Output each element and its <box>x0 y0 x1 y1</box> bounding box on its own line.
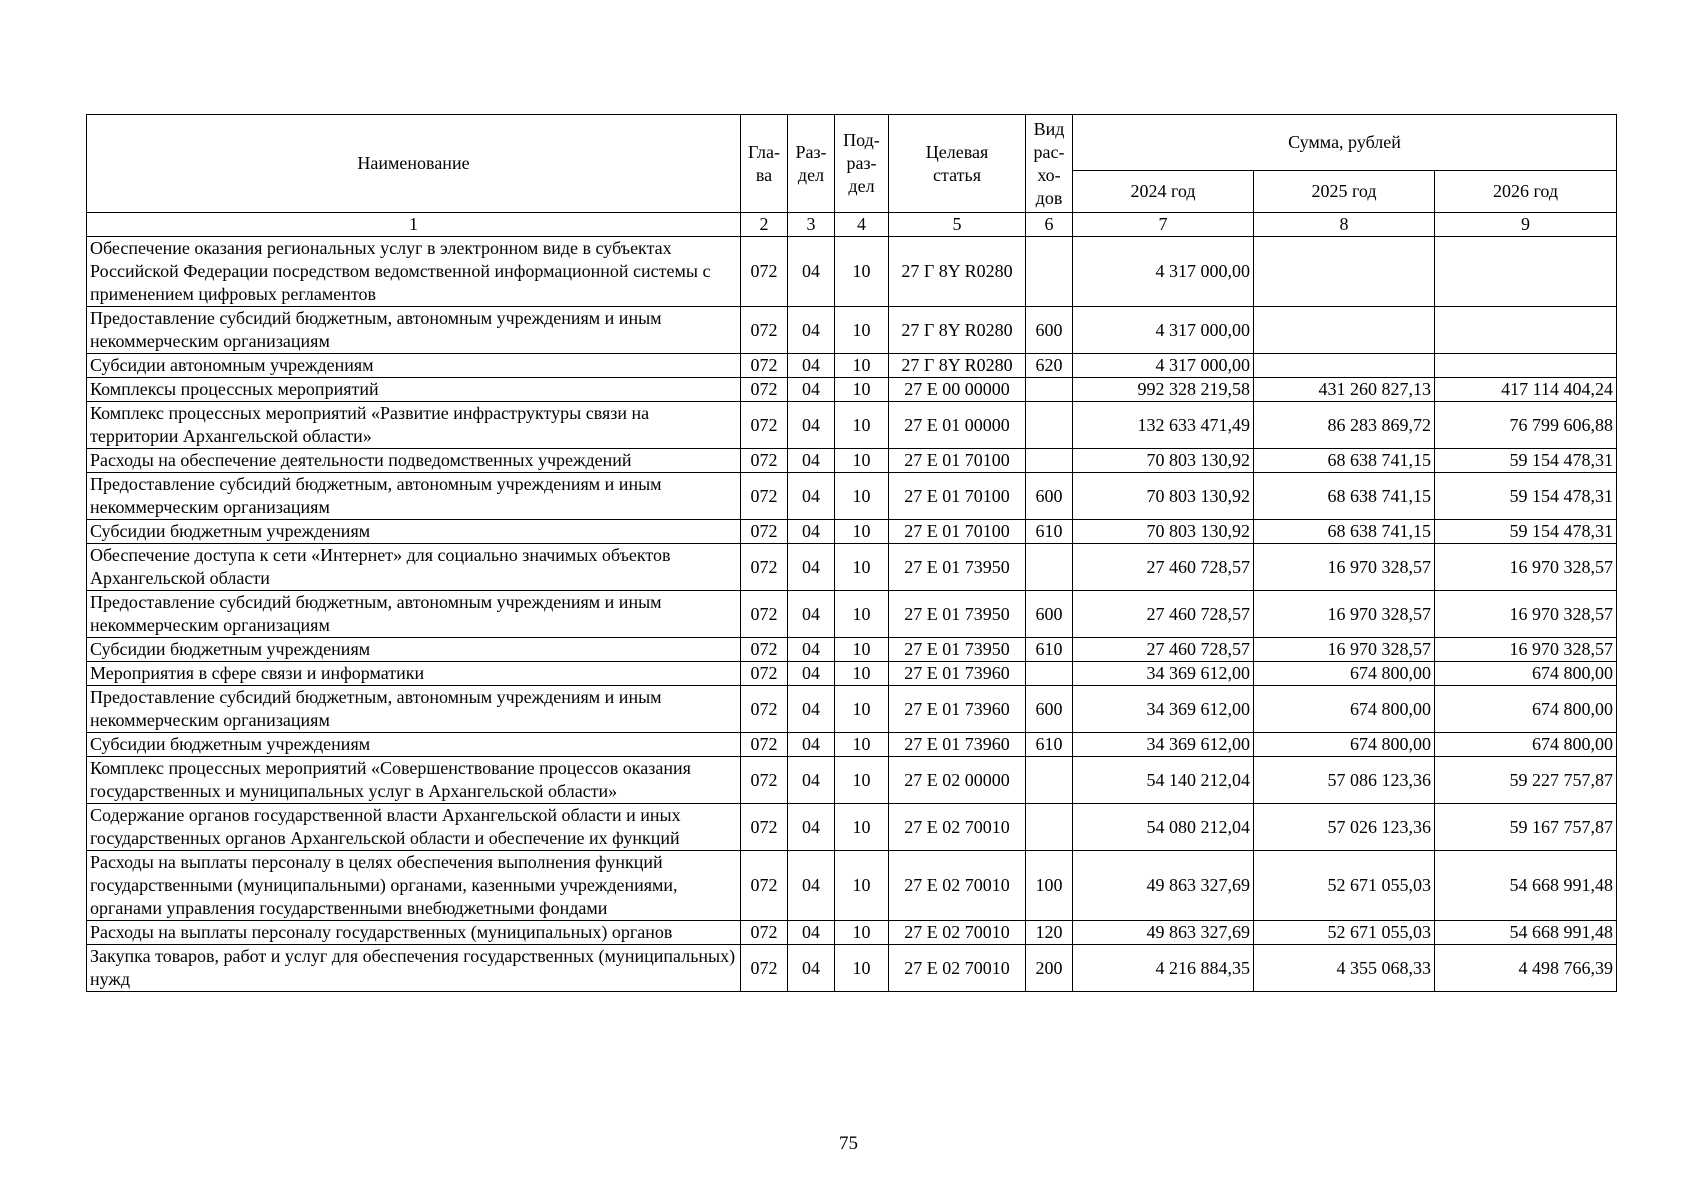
row-section: 04 <box>788 378 835 402</box>
row-target-article: 27 Е 01 73950 <box>889 591 1026 638</box>
row-sum-2025: 16 970 328,57 <box>1254 638 1435 662</box>
header-expense-type: Вид рас- хо- дов <box>1026 115 1073 213</box>
row-name: Комплекс процессных мероприятий «Развитие инфраструктуры связи на территории Архангельской области» <box>87 402 741 449</box>
table-row <box>87 237 1617 307</box>
row-chapter: 072 <box>741 686 788 733</box>
row-sum-2024: 54 140 212,04 <box>1073 757 1254 804</box>
row-section: 04 <box>788 354 835 378</box>
row-sum-2026: 674 800,00 <box>1435 662 1617 686</box>
row-section: 04 <box>788 804 835 851</box>
row-subsection: 10 <box>835 591 889 638</box>
row-name: Предоставление субсидий бюджетным, автономным учреждениям и иным некоммерческим организациям <box>87 473 741 520</box>
row-sum-2024: 27 460 728,57 <box>1073 544 1254 591</box>
row-name: Комплексы процессных мероприятий <box>87 378 741 402</box>
row-expense-type <box>1026 449 1073 473</box>
column-number: 3 <box>788 213 835 237</box>
row-sum-2025: 86 283 869,72 <box>1254 402 1435 449</box>
row-target-article: 27 Г 8Y R0280 <box>889 307 1026 354</box>
row-expense-type: 200 <box>1026 945 1073 992</box>
row-expense-type <box>1026 378 1073 402</box>
row-sum-2024: 992 328 219,58 <box>1073 378 1254 402</box>
row-sum-2025: 431 260 827,13 <box>1254 378 1435 402</box>
row-chapter: 072 <box>741 921 788 945</box>
row-subsection: 10 <box>835 378 889 402</box>
column-number: 5 <box>889 213 1026 237</box>
row-chapter: 072 <box>741 449 788 473</box>
row-sum-2026: 59 154 478,31 <box>1435 449 1617 473</box>
row-expense-type <box>1026 402 1073 449</box>
row-name: Предоставление субсидий бюджетным, автономным учреждениям и иным некоммерческим организациям <box>87 307 741 354</box>
row-sum-2025 <box>1254 354 1435 378</box>
row-target-article: 27 Е 01 73950 <box>889 638 1026 662</box>
row-section: 04 <box>788 591 835 638</box>
row-chapter: 072 <box>741 804 788 851</box>
row-chapter: 072 <box>741 638 788 662</box>
row-target-article: 27 Е 01 00000 <box>889 402 1026 449</box>
row-name: Расходы на выплаты персоналу государственных (муниципальных) органов <box>87 921 741 945</box>
row-name: Предоставление субсидий бюджетным, автономным учреждениям и иным некоммерческим организациям <box>87 591 741 638</box>
row-sum-2024: 132 633 471,49 <box>1073 402 1254 449</box>
row-sum-2024: 70 803 130,92 <box>1073 520 1254 544</box>
table-row <box>87 520 1617 544</box>
column-number: 6 <box>1026 213 1073 237</box>
column-number: 2 <box>741 213 788 237</box>
row-target-article: 27 Е 01 73960 <box>889 662 1026 686</box>
table-row <box>87 945 1617 992</box>
row-target-article: 27 Е 01 73950 <box>889 544 1026 591</box>
table-row <box>87 307 1617 354</box>
row-sum-2026: 59 154 478,31 <box>1435 520 1617 544</box>
row-sum-2024: 4 216 884,35 <box>1073 945 1254 992</box>
row-sum-2026: 674 800,00 <box>1435 733 1617 757</box>
row-sum-2024: 70 803 130,92 <box>1073 473 1254 520</box>
row-expense-type: 610 <box>1026 733 1073 757</box>
row-subsection: 10 <box>835 921 889 945</box>
table-row <box>87 473 1617 520</box>
row-name: Мероприятия в сфере связи и информатики <box>87 662 741 686</box>
row-subsection: 10 <box>835 473 889 520</box>
row-expense-type: 600 <box>1026 686 1073 733</box>
row-expense-type <box>1026 544 1073 591</box>
row-chapter: 072 <box>741 544 788 591</box>
row-subsection: 10 <box>835 354 889 378</box>
row-section: 04 <box>788 733 835 757</box>
table-row <box>87 804 1617 851</box>
row-sum-2026: 76 799 606,88 <box>1435 402 1617 449</box>
row-name: Обеспечение доступа к сети «Интернет» для социально значимых объектов Архангельской области <box>87 544 741 591</box>
row-expense-type: 610 <box>1026 520 1073 544</box>
row-sum-2024: 34 369 612,00 <box>1073 662 1254 686</box>
row-chapter: 072 <box>741 662 788 686</box>
header-chapter: Гла- ва <box>741 115 788 213</box>
row-subsection: 10 <box>835 638 889 662</box>
row-target-article: 27 Е 01 70100 <box>889 473 1026 520</box>
row-expense-type <box>1026 757 1073 804</box>
row-target-article: 27 Е 02 70010 <box>889 921 1026 945</box>
row-expense-type: 600 <box>1026 591 1073 638</box>
row-expense-type <box>1026 662 1073 686</box>
row-sum-2026: 16 970 328,57 <box>1435 544 1617 591</box>
row-sum-2025 <box>1254 307 1435 354</box>
header-year-2025: 2025 год <box>1254 171 1435 213</box>
table-row <box>87 402 1617 449</box>
row-target-article: 27 Е 01 70100 <box>889 449 1026 473</box>
row-sum-2026 <box>1435 237 1617 307</box>
row-sum-2024: 70 803 130,92 <box>1073 449 1254 473</box>
header-year-2026: 2026 год <box>1435 171 1617 213</box>
row-chapter: 072 <box>741 473 788 520</box>
row-subsection: 10 <box>835 945 889 992</box>
row-sum-2024: 34 369 612,00 <box>1073 686 1254 733</box>
row-target-article: 27 Е 02 70010 <box>889 804 1026 851</box>
row-section: 04 <box>788 237 835 307</box>
header-section: Раз- дел <box>788 115 835 213</box>
row-sum-2026 <box>1435 307 1617 354</box>
row-sum-2024: 54 080 212,04 <box>1073 804 1254 851</box>
row-sum-2025: 16 970 328,57 <box>1254 544 1435 591</box>
row-subsection: 10 <box>835 307 889 354</box>
row-name: Расходы на выплаты персоналу в целях обеспечения выполнения функций государственными (муниципальными) органами, казенными учреждениями, органами управления государственными внебюджетными фондами <box>87 851 741 921</box>
row-target-article: 27 Г 8Y R0280 <box>889 237 1026 307</box>
row-subsection: 10 <box>835 449 889 473</box>
budget-table <box>86 114 1617 992</box>
row-subsection: 10 <box>835 237 889 307</box>
table-body <box>87 237 1617 992</box>
row-name: Содержание органов государственной власти Архангельской области и иных государственных органов Архангельской области и обеспечение их функций <box>87 804 741 851</box>
row-expense-type: 600 <box>1026 473 1073 520</box>
row-sum-2025: 57 086 123,36 <box>1254 757 1435 804</box>
row-sum-2024: 4 317 000,00 <box>1073 354 1254 378</box>
row-subsection: 10 <box>835 804 889 851</box>
row-sum-2025: 16 970 328,57 <box>1254 591 1435 638</box>
table-row <box>87 757 1617 804</box>
row-sum-2025: 674 800,00 <box>1254 686 1435 733</box>
row-chapter: 072 <box>741 237 788 307</box>
row-name: Расходы на обеспечение деятельности подведомственных учреждений <box>87 449 741 473</box>
row-chapter: 072 <box>741 520 788 544</box>
row-sum-2026: 4 498 766,39 <box>1435 945 1617 992</box>
row-sum-2026 <box>1435 354 1617 378</box>
column-number: 1 <box>87 213 741 237</box>
column-number: 4 <box>835 213 889 237</box>
row-expense-type <box>1026 237 1073 307</box>
row-name: Закупка товаров, работ и услуг для обеспечения государственных (муниципальных) нужд <box>87 945 741 992</box>
column-number: 8 <box>1254 213 1435 237</box>
row-name: Обеспечение оказания региональных услуг в электронном виде в субъектах Российской Федерации посредством ведомственной информационной системы с применением цифровых регламентов <box>87 237 741 307</box>
row-expense-type: 120 <box>1026 921 1073 945</box>
row-section: 04 <box>788 851 835 921</box>
row-name: Субсидии бюджетным учреждениям <box>87 520 741 544</box>
table-row <box>87 733 1617 757</box>
row-sum-2024: 34 369 612,00 <box>1073 733 1254 757</box>
row-sum-2026: 16 970 328,57 <box>1435 591 1617 638</box>
table-row <box>87 378 1617 402</box>
row-sum-2025: 68 638 741,15 <box>1254 520 1435 544</box>
row-section: 04 <box>788 449 835 473</box>
row-section: 04 <box>788 757 835 804</box>
row-sum-2025: 4 355 068,33 <box>1254 945 1435 992</box>
row-target-article: 27 Е 01 73960 <box>889 686 1026 733</box>
header-year-2024: 2024 год <box>1073 171 1254 213</box>
row-sum-2025: 57 026 123,36 <box>1254 804 1435 851</box>
row-subsection: 10 <box>835 662 889 686</box>
row-section: 04 <box>788 520 835 544</box>
table-row <box>87 686 1617 733</box>
row-sum-2025: 674 800,00 <box>1254 733 1435 757</box>
row-chapter: 072 <box>741 354 788 378</box>
row-chapter: 072 <box>741 757 788 804</box>
row-target-article: 27 Г 8Y R0280 <box>889 354 1026 378</box>
column-number-row <box>87 213 1617 237</box>
row-chapter: 072 <box>741 851 788 921</box>
row-sum-2024: 4 317 000,00 <box>1073 307 1254 354</box>
table-row <box>87 544 1617 591</box>
row-name: Субсидии автономным учреждениям <box>87 354 741 378</box>
table-row <box>87 851 1617 921</box>
row-sum-2026: 54 668 991,48 <box>1435 851 1617 921</box>
row-sum-2026: 59 154 478,31 <box>1435 473 1617 520</box>
row-section: 04 <box>788 473 835 520</box>
row-expense-type: 610 <box>1026 638 1073 662</box>
row-sum-2026: 59 167 757,87 <box>1435 804 1617 851</box>
row-subsection: 10 <box>835 544 889 591</box>
row-section: 04 <box>788 921 835 945</box>
row-sum-2025: 68 638 741,15 <box>1254 449 1435 473</box>
table-row <box>87 354 1617 378</box>
row-subsection: 10 <box>835 520 889 544</box>
row-chapter: 072 <box>741 402 788 449</box>
row-sum-2026: 417 114 404,24 <box>1435 378 1617 402</box>
row-sum-2024: 27 460 728,57 <box>1073 591 1254 638</box>
row-chapter: 072 <box>741 733 788 757</box>
row-name: Субсидии бюджетным учреждениям <box>87 638 741 662</box>
row-section: 04 <box>788 638 835 662</box>
row-sum-2025: 52 671 055,03 <box>1254 851 1435 921</box>
row-target-article: 27 Е 02 70010 <box>889 851 1026 921</box>
table-row <box>87 662 1617 686</box>
row-name: Предоставление субсидий бюджетным, автономным учреждениям и иным некоммерческим организациям <box>87 686 741 733</box>
row-expense-type <box>1026 804 1073 851</box>
row-expense-type: 100 <box>1026 851 1073 921</box>
row-expense-type: 620 <box>1026 354 1073 378</box>
row-target-article: 27 Е 02 00000 <box>889 757 1026 804</box>
row-target-article: 27 Е 01 73960 <box>889 733 1026 757</box>
row-sum-2026: 59 227 757,87 <box>1435 757 1617 804</box>
row-subsection: 10 <box>835 757 889 804</box>
row-target-article: 27 Е 02 70010 <box>889 945 1026 992</box>
row-name: Комплекс процессных мероприятий «Совершенствование процессов оказания государственных и муниципальных услуг в Архангельской области» <box>87 757 741 804</box>
header-target: Целевая статья <box>889 115 1026 213</box>
row-name: Субсидии бюджетным учреждениям <box>87 733 741 757</box>
row-chapter: 072 <box>741 378 788 402</box>
row-subsection: 10 <box>835 686 889 733</box>
row-sum-2026: 674 800,00 <box>1435 686 1617 733</box>
table-row <box>87 921 1617 945</box>
row-sum-2024: 49 863 327,69 <box>1073 921 1254 945</box>
column-number: 7 <box>1073 213 1254 237</box>
table-row <box>87 591 1617 638</box>
header-subsection: Под- раз- дел <box>835 115 889 213</box>
row-target-article: 27 Е 01 70100 <box>889 520 1026 544</box>
row-chapter: 072 <box>741 591 788 638</box>
row-sum-2025: 674 800,00 <box>1254 662 1435 686</box>
row-section: 04 <box>788 307 835 354</box>
row-section: 04 <box>788 686 835 733</box>
row-section: 04 <box>788 945 835 992</box>
row-sum-2024: 49 863 327,69 <box>1073 851 1254 921</box>
row-subsection: 10 <box>835 851 889 921</box>
row-target-article: 27 Е 00 00000 <box>889 378 1026 402</box>
column-number: 9 <box>1435 213 1617 237</box>
row-section: 04 <box>788 662 835 686</box>
row-subsection: 10 <box>835 402 889 449</box>
header-sum: Сумма, рублей <box>1073 115 1617 171</box>
row-sum-2025 <box>1254 237 1435 307</box>
row-sum-2026: 16 970 328,57 <box>1435 638 1617 662</box>
row-sum-2025: 68 638 741,15 <box>1254 473 1435 520</box>
table-row <box>87 638 1617 662</box>
row-subsection: 10 <box>835 733 889 757</box>
row-expense-type: 600 <box>1026 307 1073 354</box>
row-section: 04 <box>788 544 835 591</box>
row-chapter: 072 <box>741 307 788 354</box>
row-chapter: 072 <box>741 945 788 992</box>
header-name: Наименование <box>87 115 741 213</box>
row-sum-2025: 52 671 055,03 <box>1254 921 1435 945</box>
row-sum-2026: 54 668 991,48 <box>1435 921 1617 945</box>
row-sum-2024: 27 460 728,57 <box>1073 638 1254 662</box>
table-row <box>87 449 1617 473</box>
page-number: 75 <box>839 1133 858 1154</box>
row-sum-2024: 4 317 000,00 <box>1073 237 1254 307</box>
row-section: 04 <box>788 402 835 449</box>
